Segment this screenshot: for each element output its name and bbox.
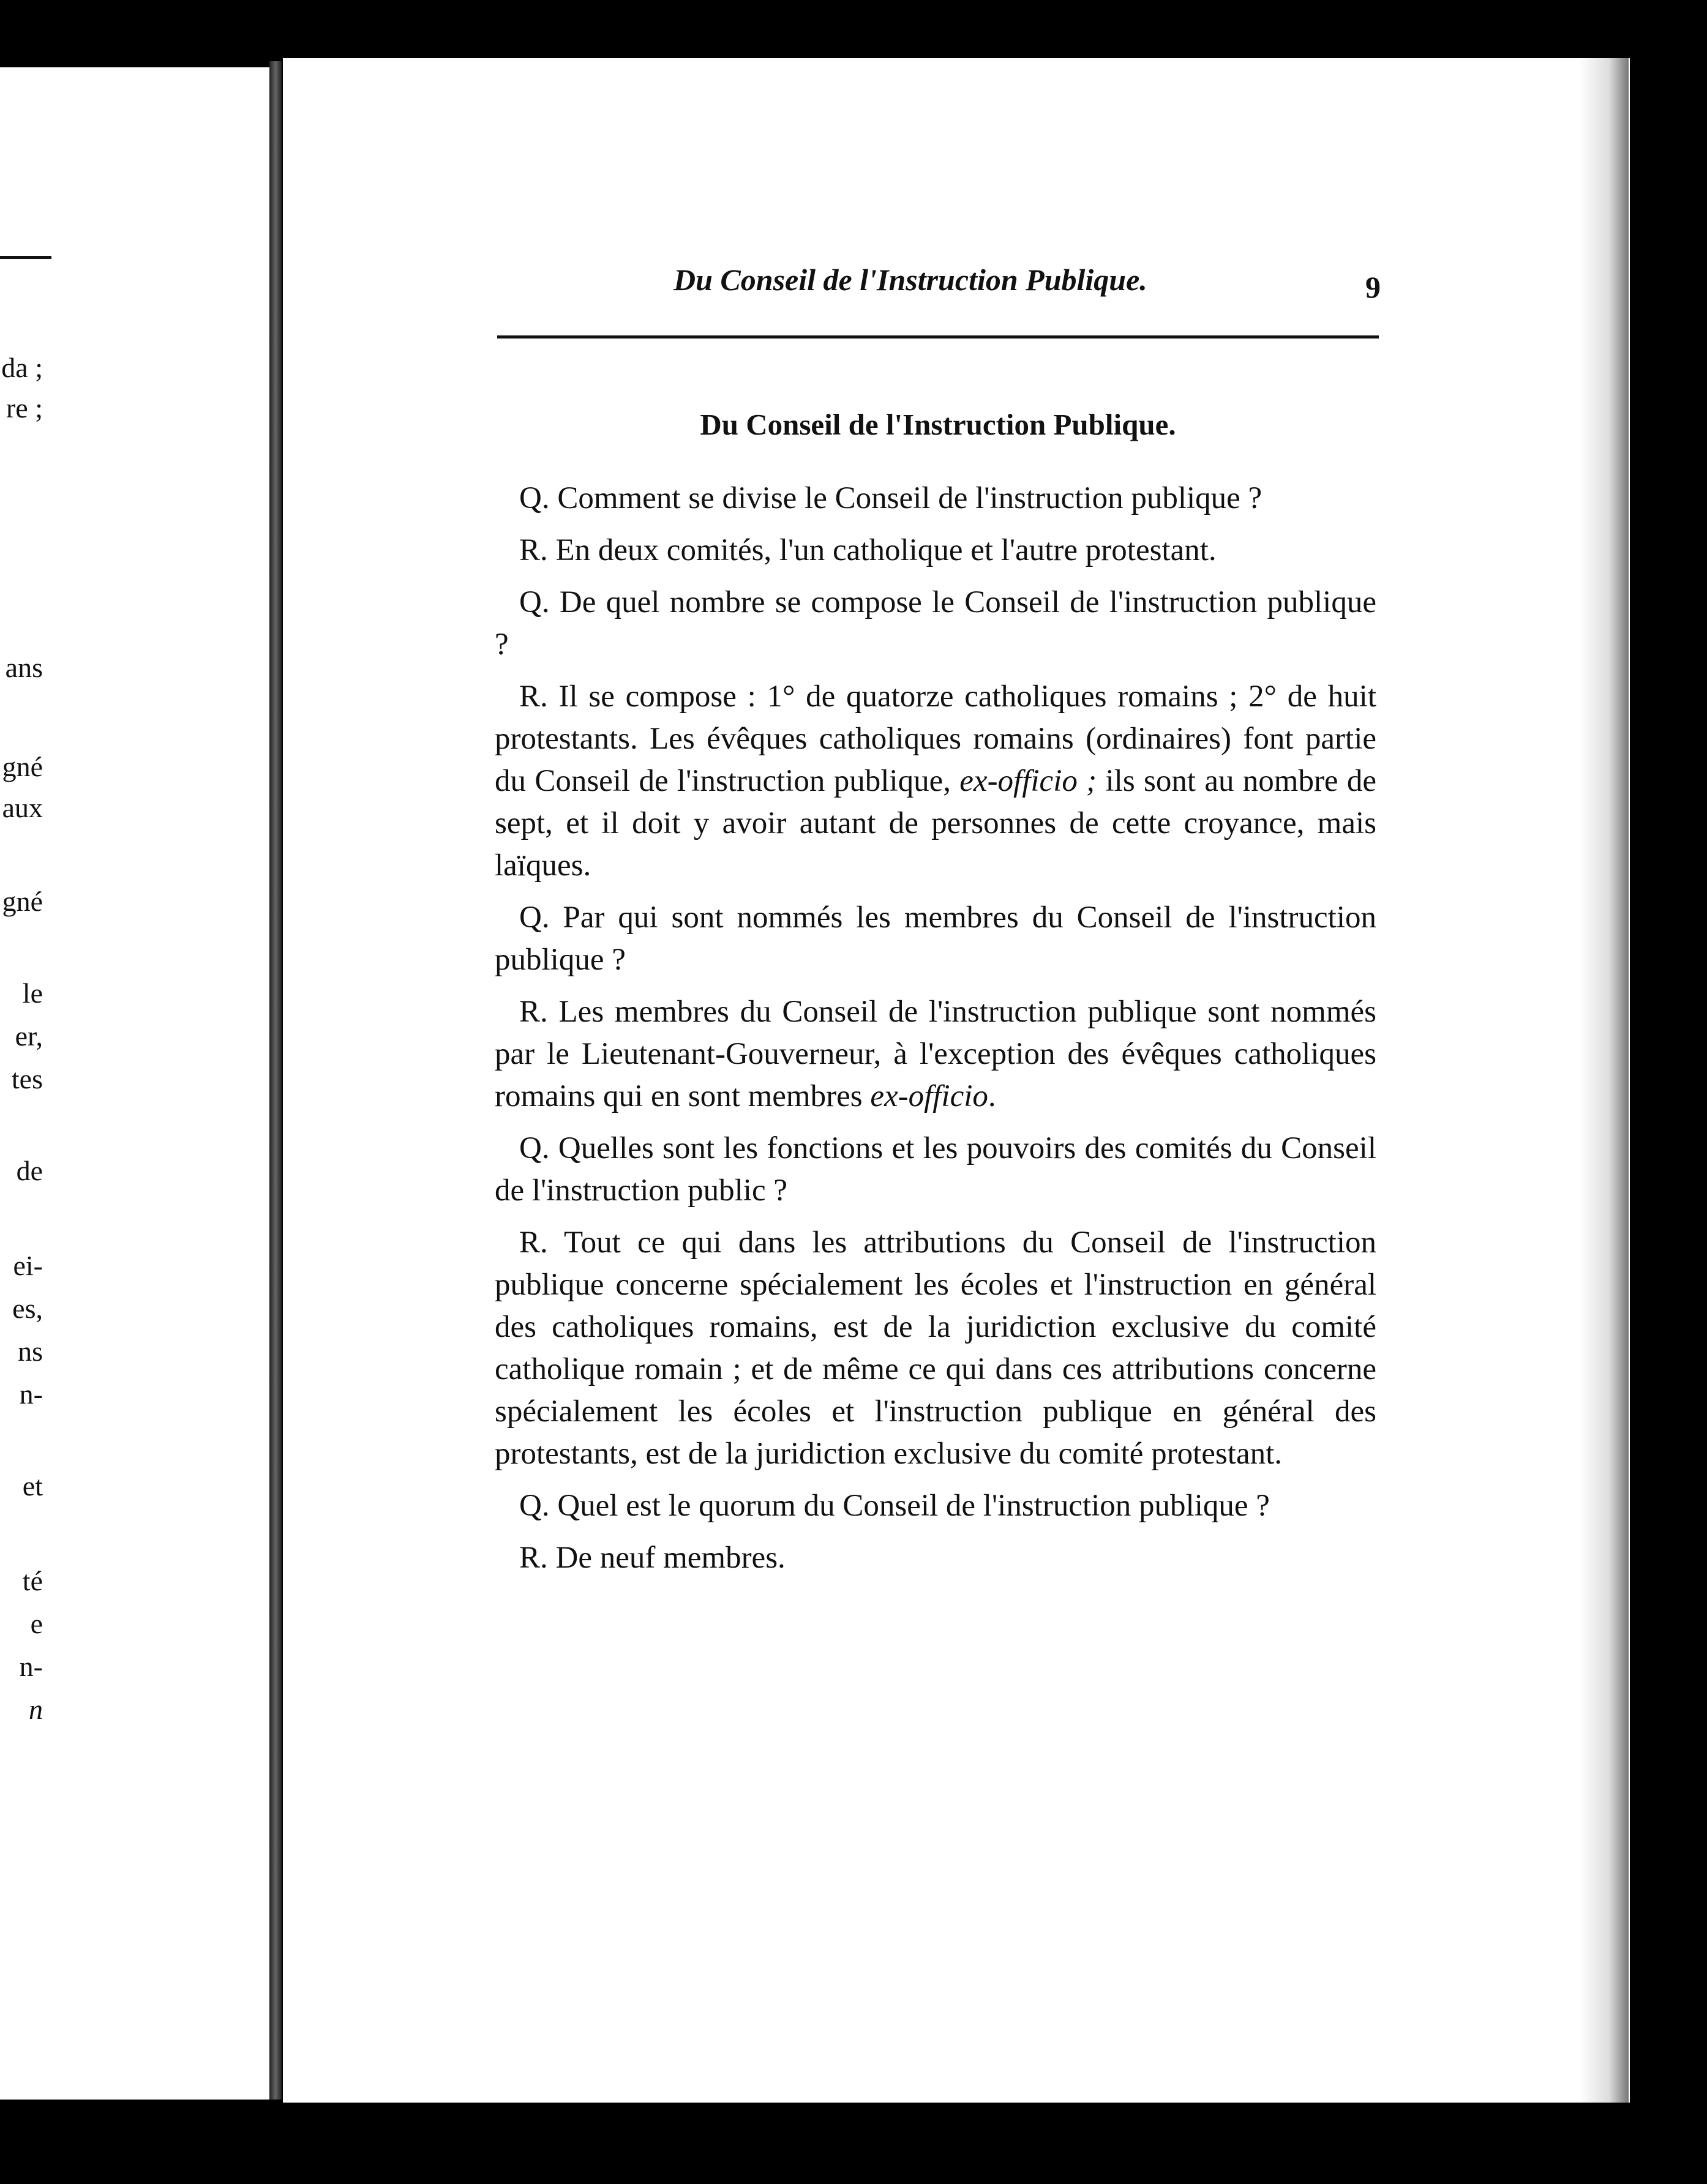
answer: R. Tout ce qui dans les attributions du Conseil de l'instruction publique concerne spécialement les écoles et l'instruction en général des catholiques romains, est de la juridiction exclusive du comité catholique romain ; et de même ce qui dans ces attributions concerne spécialement les écoles et l'instruction publique en général des protestants, est de la juridiction exclusive du comité protestant. <box>495 1225 1376 1471</box>
latin-term: ex-officio ; <box>959 764 1097 798</box>
previous-page-fragment: da ; <box>1 352 43 383</box>
previous-page-fragment: tes <box>11 1063 43 1094</box>
question: Q. De quel nombre se compose le Conseil de l'instruction publique ? <box>495 585 1376 662</box>
previous-page-fragment: re ; <box>6 392 43 424</box>
previous-page-fragment: gné <box>2 751 43 782</box>
previous-page-fragment: ei- <box>13 1250 43 1281</box>
previous-page-fragment: ns <box>18 1336 43 1367</box>
previous-page-fragment: gné <box>2 886 43 917</box>
question: Q. Quel est le quorum du Conseil de l'instruction publique ? <box>519 1489 1270 1523</box>
previous-page-rule <box>0 256 51 259</box>
question: Q. Par qui sont nommés les membres du Conseil de l'instruction publique ? <box>495 900 1376 977</box>
previous-page-fragment: n- <box>19 1651 43 1682</box>
previous-page-fragment: er, <box>15 1020 43 1052</box>
book-binding <box>269 61 282 2100</box>
page-number: 9 <box>1365 270 1381 304</box>
previous-page-fragment: ans <box>5 652 43 683</box>
body-text <box>495 477 1376 1589</box>
previous-page-fragment: le <box>22 978 43 1009</box>
question: Q. Comment se divise le Conseil de l'instruction publique ? <box>519 481 1262 515</box>
previous-page-fragment: de <box>16 1155 43 1186</box>
answer: R. Les membres du Conseil de l'instruction publique sont nommés par le Lieutenant-Gouverneur, à l'exception des évêques catholiques romains qui en sont membres ex-officio. <box>495 995 1376 1113</box>
answer: R. De neuf membres. <box>519 1541 786 1575</box>
previous-page-fragment: et <box>22 1470 43 1502</box>
previous-page-fragment: es, <box>12 1293 43 1324</box>
latin-term: ex-officio <box>870 1079 988 1113</box>
section-title: Du Conseil de l'Instruction Publique. <box>700 408 1176 441</box>
page-edge <box>1580 58 1629 2103</box>
answer: R. En deux comités, l'un catholique et l'autre protestant. <box>519 533 1217 567</box>
previous-page-fragment: n- <box>19 1378 43 1410</box>
previous-page-fragment: té <box>22 1565 43 1596</box>
previous-page-fragment: n <box>29 1694 43 1725</box>
previous-page-fragment: aux <box>2 792 43 823</box>
header-rule <box>497 335 1379 338</box>
previous-page-fragment: e <box>30 1608 43 1639</box>
running-head: Du Conseil de l'Instruction Publique. <box>673 263 1147 297</box>
question: Q. Quelles sont les fonctions et les pouvoirs des comités du Conseil de l'instruction public ? <box>495 1131 1376 1208</box>
answer: R. Il se compose : 1° de quatorze catholiques romains ; 2° de huit protestants. Les évêques catholiques romains (ordinaires) font partie du Conseil de l'instruction publique, ex-officio ; ils sont au nombre de sept, et il doit y avoir autant de personnes de cette croyance, mais laïques. <box>495 679 1377 883</box>
